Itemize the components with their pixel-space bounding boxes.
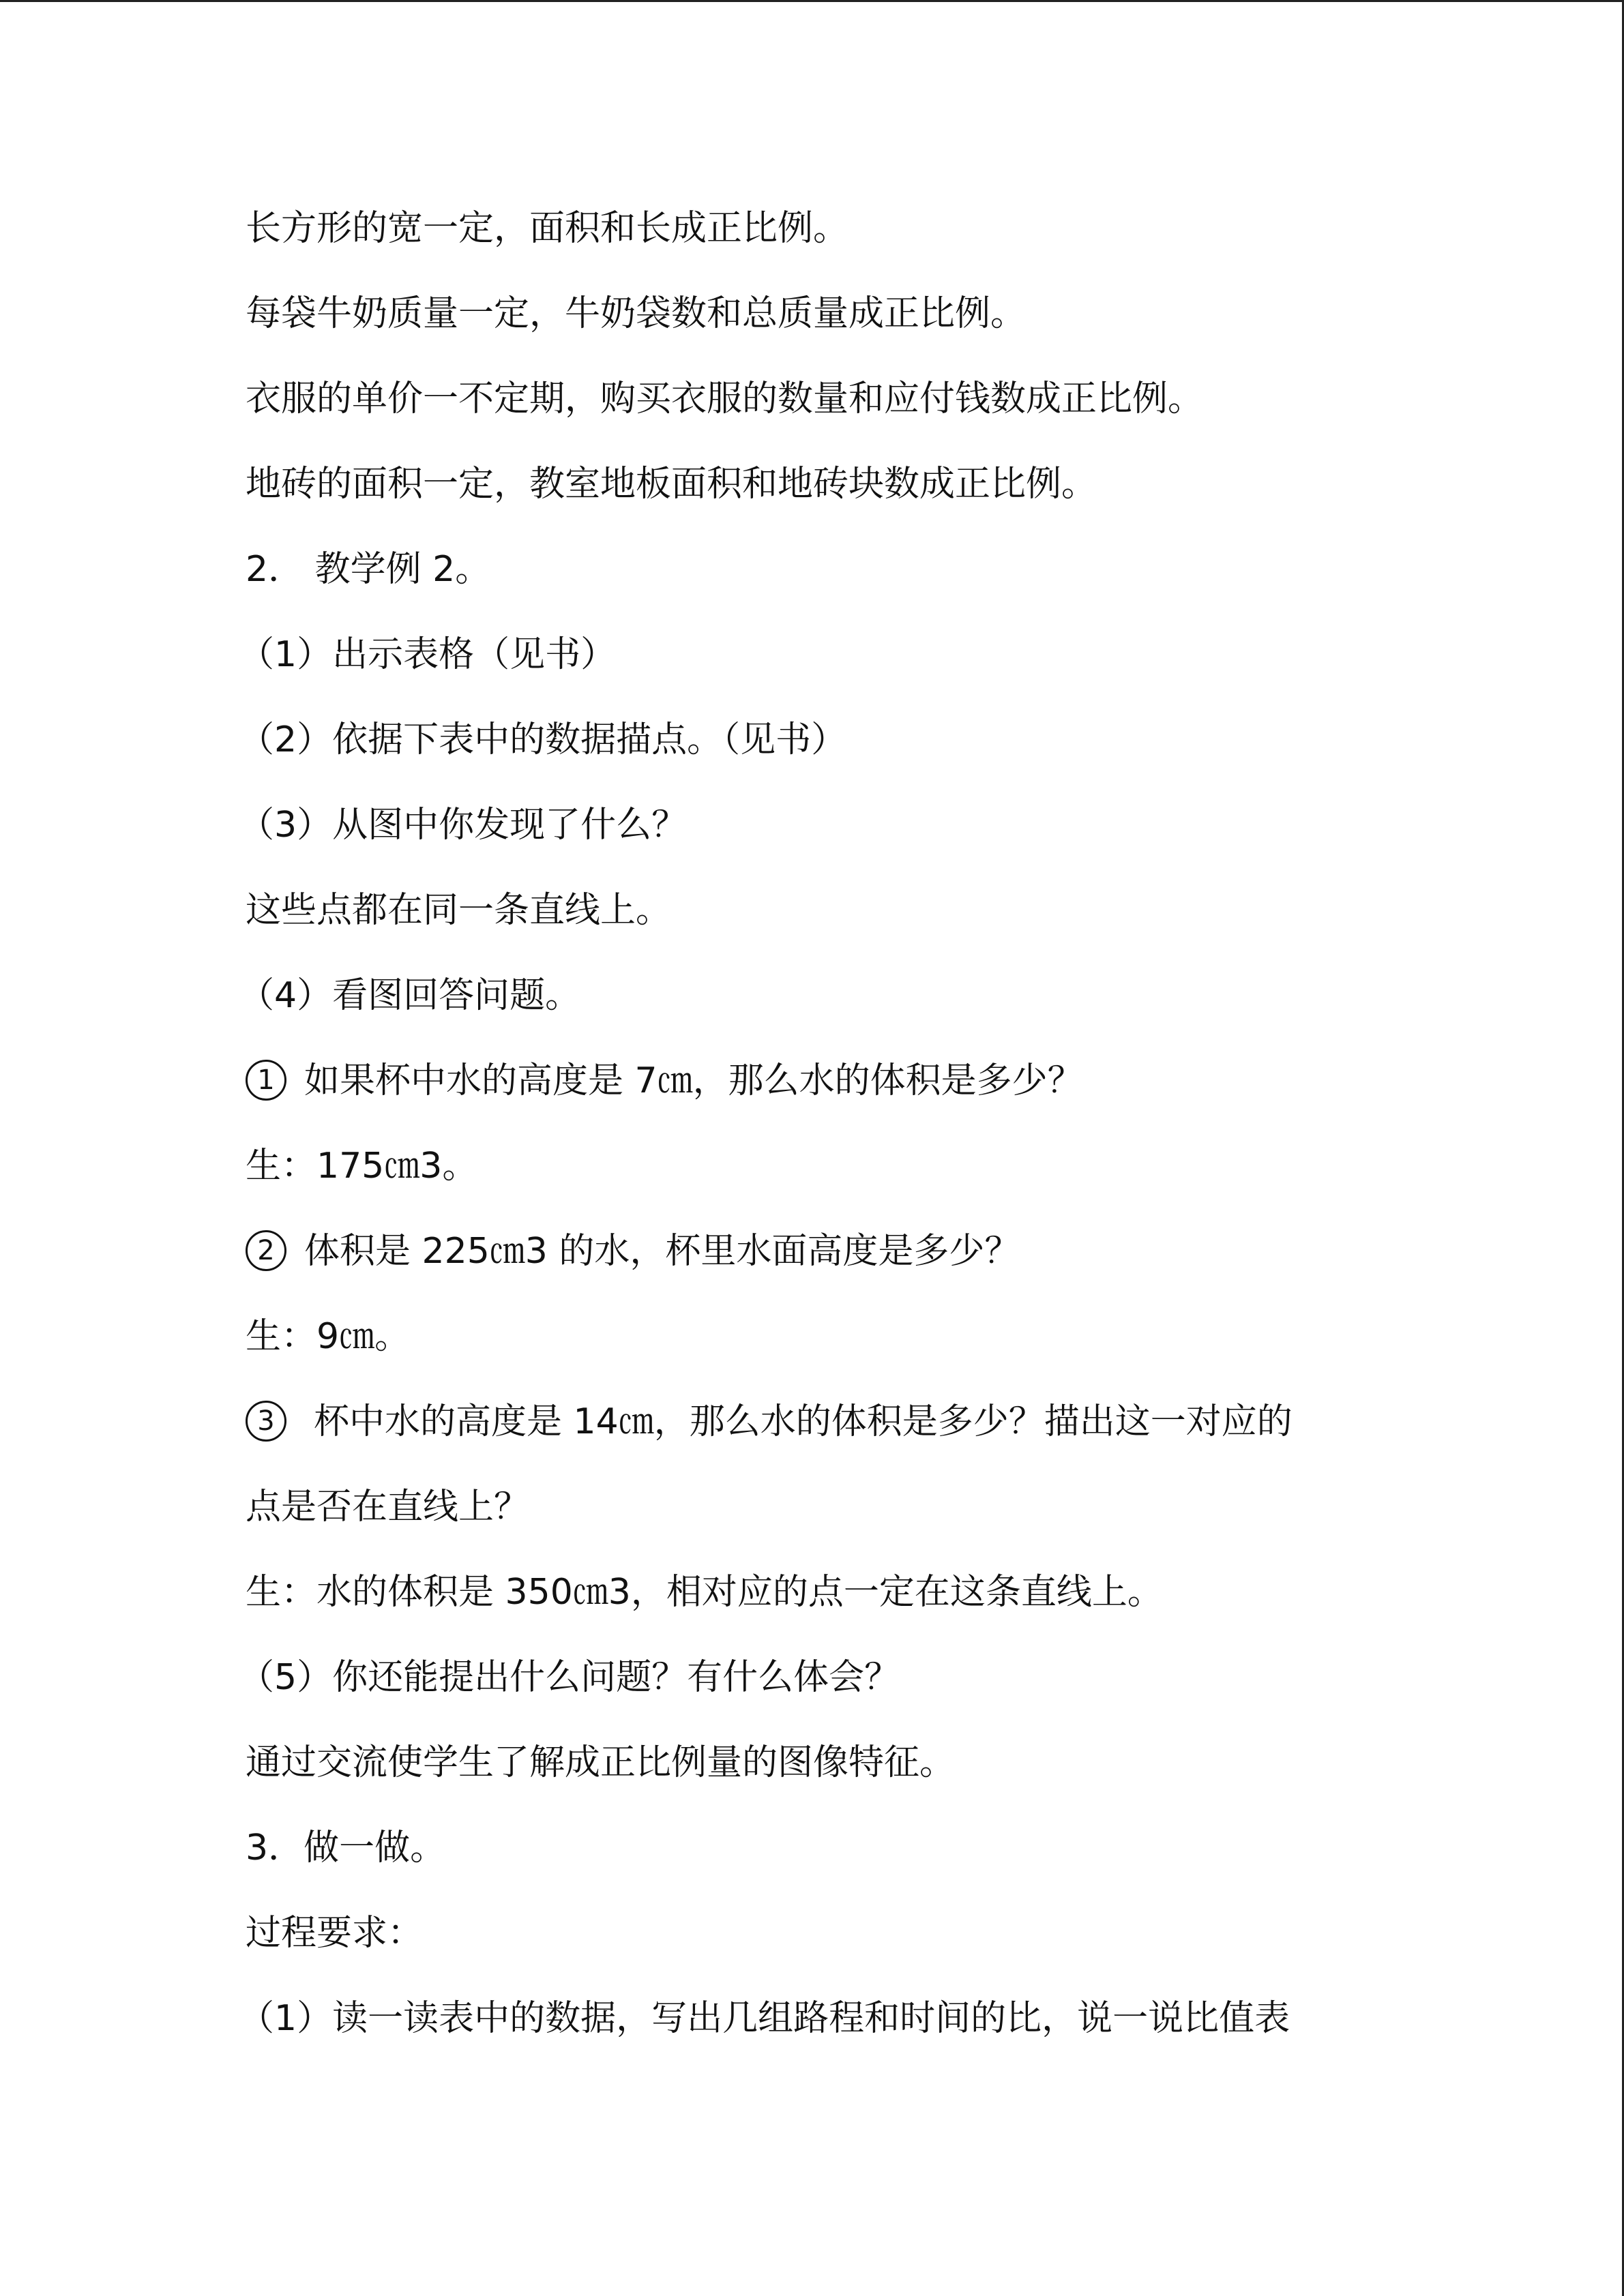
line-text: （2）依据下表中的数据描点。（见书） <box>239 719 847 760</box>
step-2 <box>239 716 1446 764</box>
line-text: （4）看图回答问题。 <box>239 975 581 1016</box>
requirement-1 <box>239 1995 1446 2042</box>
text-line-3 <box>246 375 1446 423</box>
line-text: 这些点都在同一条直线上。 <box>246 890 672 931</box>
step-3 <box>239 801 1446 849</box>
question-2 <box>246 1227 1446 1275</box>
text-line-1 <box>246 205 1446 252</box>
question-1 <box>246 1057 1446 1105</box>
text-line-summary <box>246 1739 1446 1787</box>
line-text: 衣服的单价一不定期，购买衣服的数量和应付钱数成正比例。 <box>246 378 1204 419</box>
circled-number-2: 2 <box>246 1230 286 1271</box>
section-heading-3 <box>246 1824 1446 1872</box>
answer-2 <box>246 1313 1446 1360</box>
circled-number-1: 1 <box>246 1060 286 1101</box>
line-text: （1）读一读表中的数据，写出几组路程和时间的比，说一说比值表 <box>239 1998 1290 2039</box>
text-line-2 <box>246 290 1446 338</box>
line-text: （1）出示表格（见书） <box>239 634 617 675</box>
line-text: （3）从图中你发现了什么？ <box>239 805 688 846</box>
text-line-answer <box>246 886 1446 934</box>
line-text: 2． 教学例 2。 <box>246 549 491 590</box>
line-text: 杯中水的高度是 14㎝，那么水的体积是多少？描出这一对应的 <box>314 1401 1293 1442</box>
text-line-requirements <box>246 1909 1446 1957</box>
line-text: 点是否在直线上？ <box>246 1487 530 1527</box>
document-page <box>239 205 1446 2080</box>
circled-number-3: 3 <box>246 1401 286 1442</box>
line-text: 过程要求： <box>246 1913 424 1954</box>
line-text: 体积是 225㎝3 的水，杯里水面高度是多少？ <box>304 1231 1020 1272</box>
line-text: 如果杯中水的高度是 7㎝，那么水的体积是多少？ <box>304 1060 1083 1101</box>
text-line-4 <box>246 460 1446 508</box>
answer-1 <box>246 1142 1446 1190</box>
section-heading-2 <box>246 546 1446 593</box>
step-5 <box>239 1654 1446 1701</box>
line-text: 每袋牛奶质量一定，牛奶袋数和总质量成正比例。 <box>246 293 1027 334</box>
line-text: 地砖的面积一定，教室地板面积和地砖块数成正比例。 <box>246 464 1097 505</box>
answer-3 <box>246 1568 1446 1616</box>
page-top-border <box>0 0 1624 2</box>
step-4 <box>239 972 1446 1019</box>
question-3-continued <box>246 1483 1446 1531</box>
line-text: 生：175㎝3。 <box>246 1146 478 1187</box>
step-1 <box>239 631 1446 679</box>
line-text: 通过交流使学生了解成正比例量的图像特征。 <box>246 1742 956 1783</box>
line-text: 生：9㎝。 <box>246 1316 411 1357</box>
question-3 <box>246 1398 1446 1446</box>
line-text: 3．做一做。 <box>246 1828 446 1868</box>
line-text: 生：水的体积是 350㎝3，相对应的点一定在这条直线上。 <box>246 1572 1163 1613</box>
line-text: 长方形的宽一定，面积和长成正比例。 <box>246 208 849 249</box>
line-text: （5）你还能提出什么问题？有什么体会？ <box>239 1657 900 1698</box>
